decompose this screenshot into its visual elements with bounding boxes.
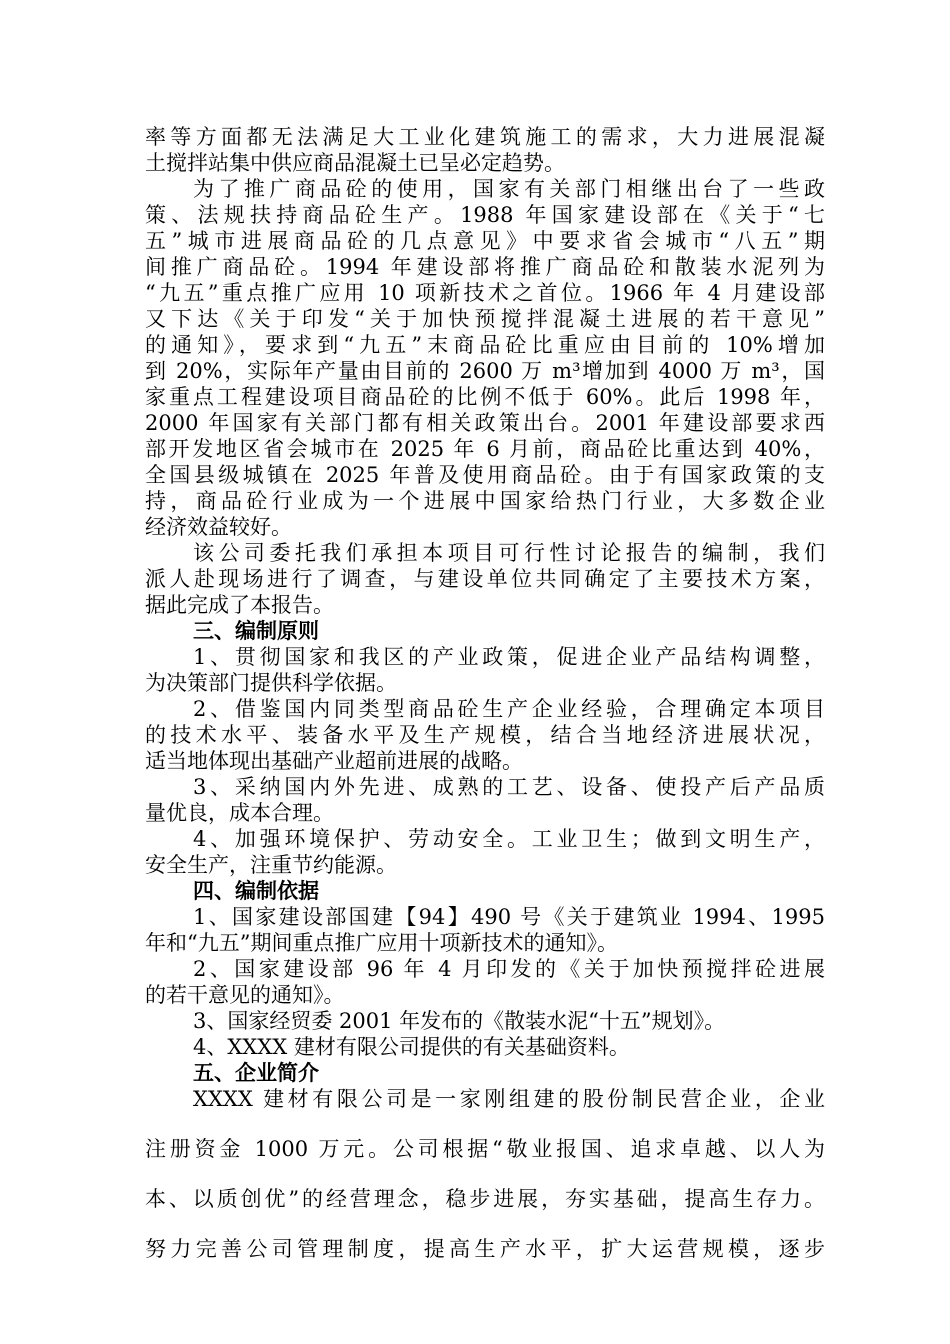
- text-line: 家重点工程建设项目商品砼的比例不低于 60%。此后 1998 年，: [145, 385, 825, 409]
- text-line: 的通知》，要求到“九五”末商品砼比重应由目前的 10%增加: [145, 333, 825, 357]
- text-line: 为决策部门提供科学依据。: [145, 671, 397, 695]
- text-line: 1、国家建设部国建【94】490 号《关于建筑业 1994、1995: [193, 905, 825, 929]
- text-line: 土搅拌站集中供应商品混凝土已呈必定趋势。: [145, 151, 565, 175]
- text-line: 部开发地区省会城市在 2025 年 6 月前，商品砼比重达到 40%，: [145, 437, 825, 461]
- section-heading: 三、编制原则: [193, 618, 319, 643]
- text-line: 注册资金 1000 万元。公司根据“敬业报国、追求卓越、以人为: [145, 1137, 825, 1161]
- text-line: 派人赴现场进行了调查，与建设单位共同确定了主要技术方案，: [145, 567, 825, 591]
- text-line: 间推广商品砼。1994 年建设部将推广商品砼和散装水泥列为: [145, 255, 825, 279]
- text-line: 经济效益较好。: [145, 515, 292, 539]
- text-line: 2000 年国家有关部门都有相关政策出台。2001 年建设部要求西: [145, 411, 825, 435]
- text-line: 该公司委托我们承担本项目可行性讨论报告的编制，我们: [193, 541, 825, 565]
- text-line: 率等方面都无法满足大工业化建筑施工的需求，大力进展混凝: [145, 125, 825, 149]
- text-line: XXXX 建材有限公司是一家刚组建的股份制民营企业，企业: [193, 1087, 825, 1111]
- text-line: 策、法规扶持商品砼生产。1988 年国家建设部在《关于“七: [145, 203, 825, 227]
- text-line: 据此完成了本报告。: [145, 593, 334, 617]
- text-line: 又下达《关于印发“关于加快预搅拌混凝土进展的若干意见”: [145, 307, 825, 331]
- text-line: “九五”重点推广应用 10 项新技术之首位。1966 年 4 月建设部: [145, 281, 825, 305]
- text-line: 4、加强环境保护、劳动安全。工业卫生；做到文明生产，: [193, 827, 825, 851]
- text-line: 为了推广商品砼的使用，国家有关部门相继出台了一些政: [193, 177, 825, 201]
- text-line: 3、采纳国内外先进、成熟的工艺、设备、使投产后产品质: [193, 775, 825, 799]
- text-line: 2、国家建设部 96 年 4 月印发的《关于加快预搅拌砼进展: [193, 957, 825, 981]
- section-heading: 四、编制依据: [193, 878, 319, 903]
- text-line: 1、贯彻国家和我区的产业政策，促进企业产品结构调整，: [193, 645, 825, 669]
- text-line: 2、借鉴国内同类型商品砼生产企业经验，合理确定本项目: [193, 697, 825, 721]
- text-line: 适当地体现出基础产业超前进展的战略。: [145, 749, 523, 773]
- text-line: 本、以质创优”的经营理念，稳步进展，夯实基础，提高生存力。: [145, 1187, 825, 1211]
- text-line: 4、XXXX 建材有限公司提供的有关基础资料。: [193, 1035, 630, 1059]
- text-line: 努力完善公司管理制度，提高生产水平，扩大运营规模，逐步: [145, 1237, 825, 1261]
- text-line: 3、国家经贸委 2001 年发布的《散装水泥“十五”规划》。: [193, 1009, 726, 1033]
- text-line: 量优良，成本合理。: [145, 801, 334, 825]
- text-line: 五”城市进展商品砼的几点意见》中要求省会城市“八五”期: [145, 229, 825, 253]
- text-line: 安全生产，注重节约能源。: [145, 853, 397, 877]
- section-heading: 五、企业简介: [193, 1060, 319, 1085]
- text-line: 年和“九五”期间重点推广应用十项新技术的通知》。: [145, 931, 618, 955]
- text-line: 到 20%，实际年产量由目前的 2600 万 m³增加到 4000 万 m³，国: [145, 359, 825, 383]
- text-line: 的技术水平、装备水平及生产规模，结合当地经济进展状况，: [145, 723, 825, 747]
- text-line: 持，商品砼行业成为一个进展中国家给热门行业，大多数企业: [145, 489, 825, 513]
- text-line: 全国县级城镇在 2025 年普及使用商品砼。由于有国家政策的支: [145, 463, 825, 487]
- text-line: 的若干意见的通知》。: [145, 983, 345, 1007]
